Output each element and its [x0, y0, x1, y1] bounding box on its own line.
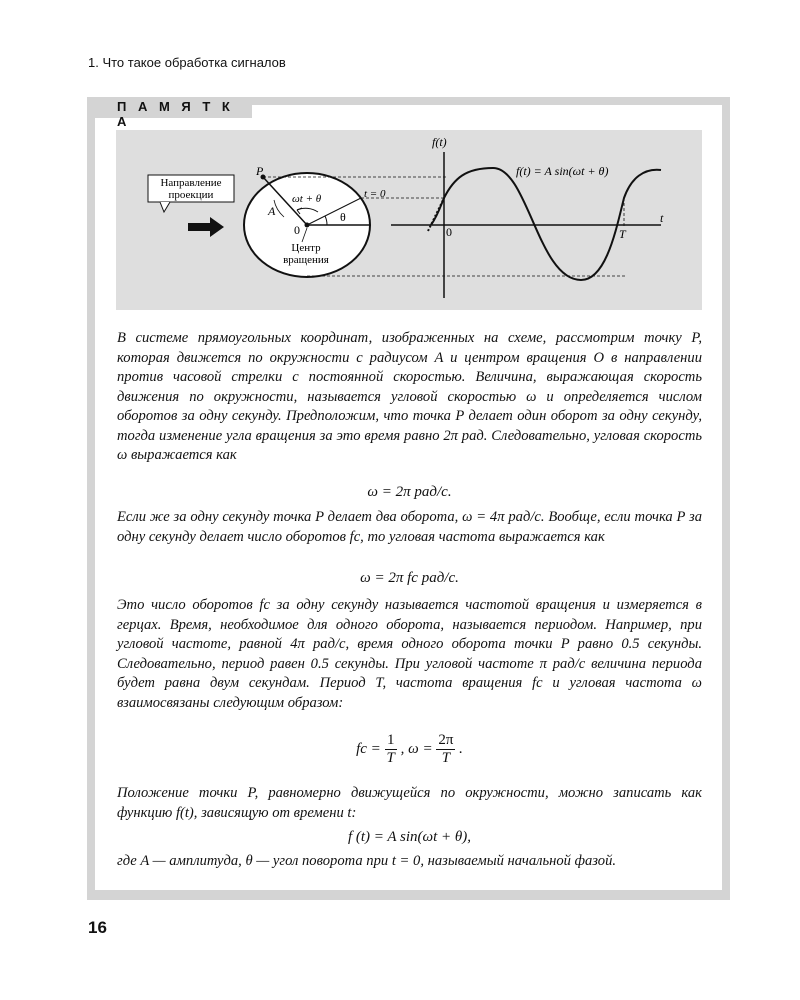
paragraph-4: [117, 784, 702, 823]
memo-label: П А М Я Т К А: [117, 99, 234, 129]
theta-label: θ: [340, 210, 346, 224]
fraction-2: [436, 732, 455, 767]
formula-3-mid: , ω =: [400, 740, 433, 757]
formula-1: ω = 2π рад/с.: [367, 484, 452, 500]
formula-2: ω = 2π fc рад/с.: [360, 570, 459, 586]
paragraph-4-text: Положение точки P, равномерно движущейся по окружности, можно записать как функцию f(t), зависящую от времени t:: [117, 785, 702, 821]
running-header: 1. Что такое обработка сигналов: [88, 55, 286, 70]
direction-label-1: Направление: [160, 177, 222, 189]
fraction-1-numerator: 1: [385, 732, 397, 750]
fraction-1-denominator: T: [386, 750, 395, 766]
t-axis-label: t: [660, 211, 664, 225]
paragraph-2: [117, 508, 702, 547]
point-p-label: P: [256, 164, 264, 178]
period-label: T: [619, 227, 626, 241]
page-number: 16: [88, 918, 107, 937]
center-label-2: вращения: [283, 254, 329, 266]
paragraph-5: [117, 852, 702, 872]
paragraph-5-text: где A — амплитуда, θ — угол поворота при t = 0, называемый начальной фазой.: [117, 853, 617, 869]
paragraph-2-text: Если же за одну секунду точка P делает два оборота, ω = 4π рад/с. Вообще, если точка P за одну секунду делает число оборотов fc, то угловая частота выражается как: [117, 509, 702, 545]
center-dot: [305, 223, 310, 228]
t-zero-label: t = 0: [364, 188, 386, 200]
ft-axis-label: f(t): [432, 135, 447, 149]
formula-3-end: .: [459, 740, 463, 757]
angle-label: ωt + θ: [292, 193, 322, 205]
center-label-1: Центр: [291, 242, 321, 254]
sine-wave: [431, 168, 661, 280]
paragraph-3: [117, 596, 702, 713]
amplitude-label: A: [268, 204, 276, 218]
fraction-1: [385, 732, 397, 767]
fraction-2-numerator: 2π: [438, 732, 454, 748]
memo-content-top: [252, 105, 722, 118]
origin-right-label: 0: [446, 225, 452, 239]
paragraph-1: [117, 329, 702, 466]
origin-label: 0: [294, 223, 300, 237]
fraction-2-denominator: T: [441, 750, 451, 766]
paragraph-3-text: Это число оборотов fc за одну секунду называется частотой вращения и измеряется в герцах. Время, необходимое для одного оборота, называется периодом. Например, при угловой частоте, равной 4π рад/с, время одного оборота точки P равно 0.5 секунды. Следовательно, период равен 0.5 секунды. При угловой частоте π рад/с величина периода будет равна двум секундам. Период T, частота вращения fc и угловая частота ω взаимосвязаны следующим образом:: [117, 597, 702, 711]
memo-tab: [87, 97, 252, 129]
rotation-figure: [116, 130, 702, 310]
formula-4: f (t) = A sin(ωt + θ),: [347, 829, 472, 845]
formula-3: [117, 732, 702, 767]
direction-label-2: проекции: [168, 189, 214, 201]
formula-3-left: fc =: [356, 740, 381, 757]
paragraph-1-text: В системе прямоугольных координат, изображенных на схеме, рассмотрим точку P, которая движется по окружности с радиусом A и центром вращения O в направлении против часовой стрелки с постоянной скоростью. Величина, выражающая скорость движения по окружности, называется угловой скоростью ω и определяется числом оборотов за одну секунду. Предположим, что точка P делает один оборот за одну секунду, тогда изменение угла вращения за это время равно 2π рад. Следовательно, угловая скорость ω выражается как: [117, 330, 702, 463]
function-label: f(t) = A sin(ωt + θ): [516, 164, 609, 178]
direction-arrow-icon: [188, 217, 224, 237]
